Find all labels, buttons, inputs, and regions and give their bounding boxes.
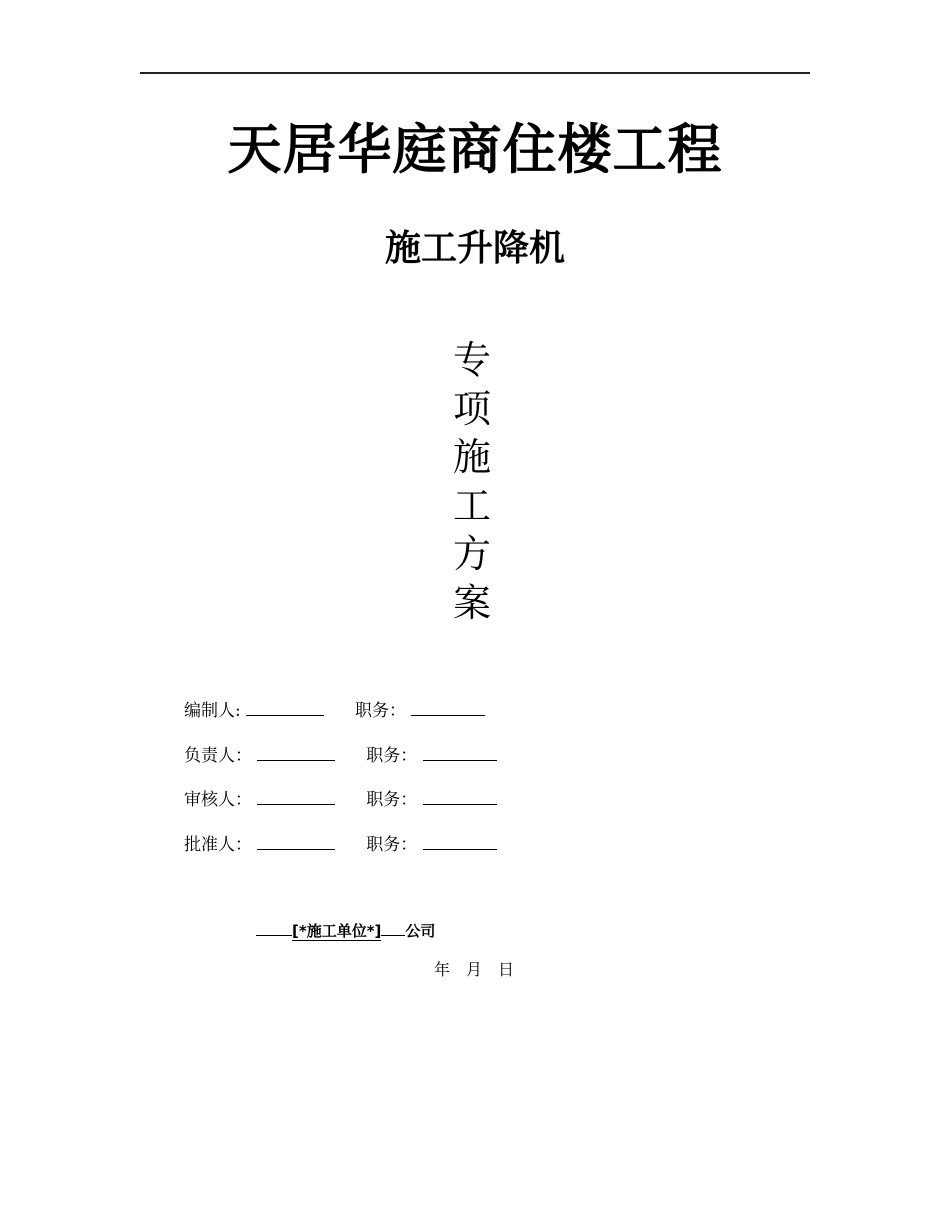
company-suffix: 公司 (405, 922, 436, 940)
role-label: 负责人： (184, 745, 252, 766)
role-label: 审核人： (184, 790, 252, 810)
position-label: 职务： (354, 701, 406, 721)
company-line (256, 918, 435, 942)
role-label: 编制人: (184, 701, 241, 721)
signature-row-compiler (184, 696, 604, 741)
date-year: 年 (434, 960, 451, 979)
company-blank-line (381, 918, 405, 936)
vertical-title-char: 项 (452, 386, 491, 431)
role-label: 批准人： (184, 834, 252, 855)
company-placeholder[interactable]: [*施工单位*] (292, 922, 382, 940)
date-day: 日 (498, 960, 515, 979)
position-label: 职务： (366, 745, 418, 766)
vertical-title (440, 336, 504, 627)
vertical-title-char: 施 (452, 435, 491, 479)
vertical-title-char: 方 (452, 532, 491, 576)
vertical-title-char: 专 (452, 338, 491, 382)
date-line (434, 958, 514, 982)
name-blank-line[interactable] (246, 697, 324, 716)
company-blank-line (256, 918, 292, 936)
signature-row-reviewer (184, 785, 604, 830)
position-blank-line[interactable] (411, 697, 485, 716)
position-label: 职务： (366, 834, 418, 855)
signature-row-approver (184, 830, 604, 875)
position-blank-line[interactable] (423, 742, 497, 761)
vertical-title-char: 工 (452, 483, 491, 528)
position-label: 职务： (366, 790, 418, 810)
signature-block (184, 696, 604, 874)
name-blank-line[interactable] (257, 831, 335, 850)
position-blank-line[interactable] (423, 786, 497, 805)
vertical-title-char: 案 (452, 580, 491, 625)
date-month: 月 (466, 960, 483, 979)
document-subtitle: 施工升降机 (384, 228, 565, 269)
signature-row-responsible (184, 741, 604, 786)
document-title: 天居华庭商住楼工程 (227, 118, 723, 181)
name-blank-line[interactable] (257, 786, 335, 805)
header-rule (140, 72, 810, 74)
name-blank-line[interactable] (257, 742, 335, 761)
position-blank-line[interactable] (423, 831, 497, 850)
